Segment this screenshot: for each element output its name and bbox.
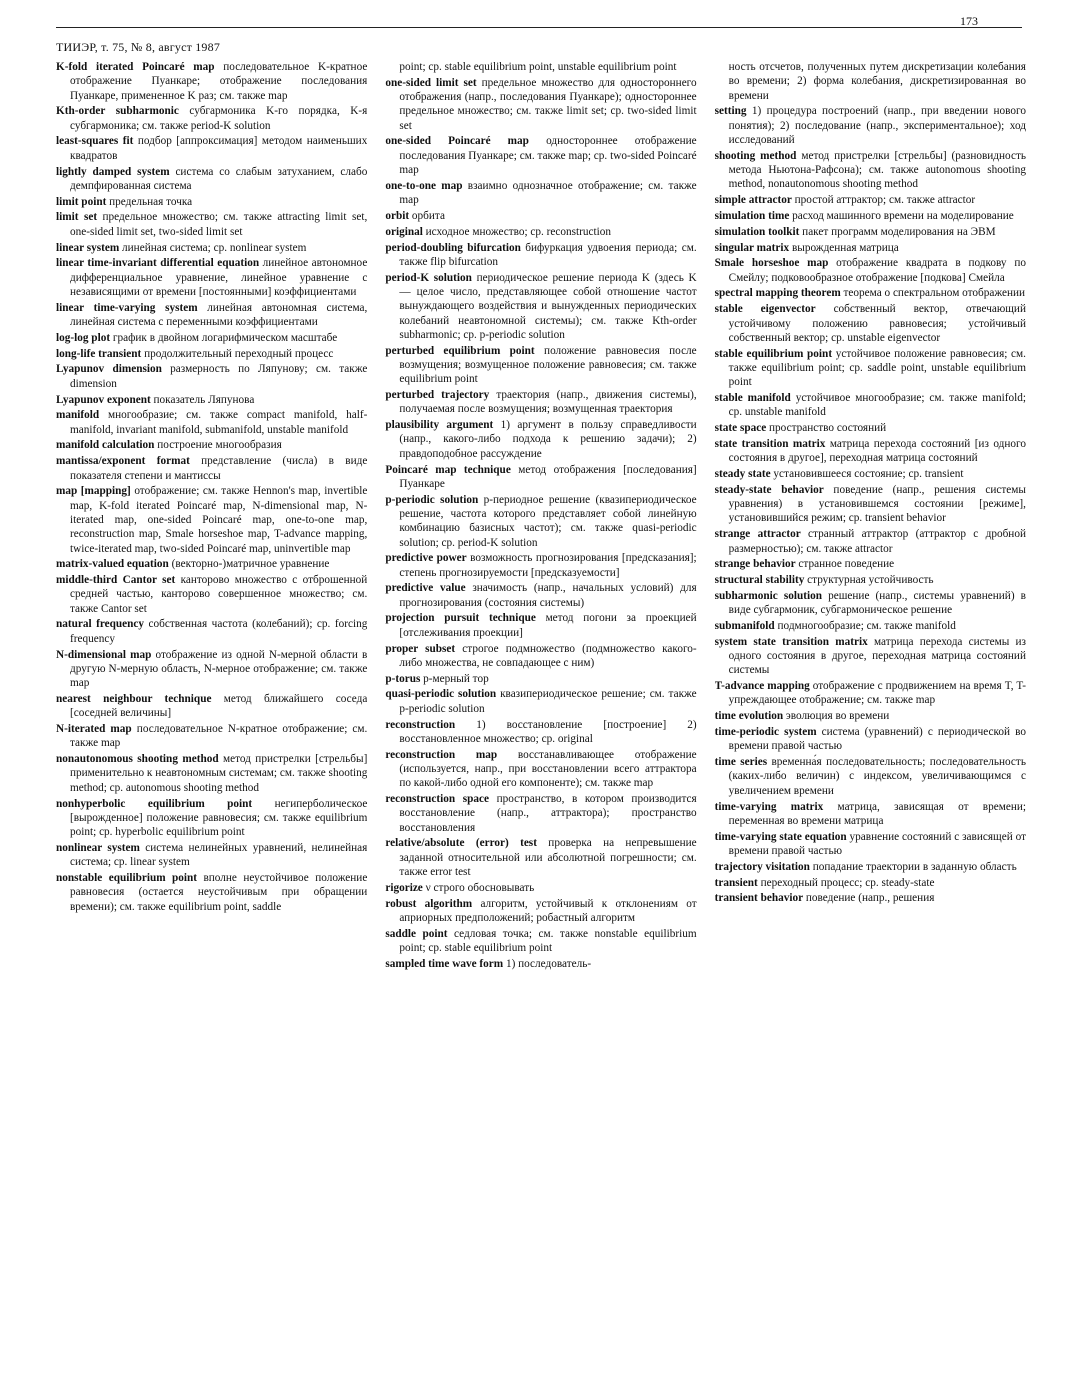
glossary-entry <box>385 581 696 610</box>
entry-definition: орбита <box>411 209 445 222</box>
entry-definition: субгармоника K-го порядка, K-я субгармоника; см. также period-K solution <box>70 105 368 132</box>
entry-definition: простой аттрактор; см. также attractor <box>794 194 976 207</box>
entry-term: stable eigenvector <box>714 303 816 316</box>
entry-definition: восстанавливающее отображение (используется, напр., при восстановлении всего аттрактора по какой-либо одной его компоненте); см. также map <box>399 748 697 790</box>
entry-definition: собственный вектор, отвечающий устойчивому положению равновесия; устойчивый собственный вектор; ср. unstable eigenvector <box>728 303 1026 344</box>
entry-definition: вырожденная матрица <box>791 241 899 254</box>
glossary-entry <box>56 557 367 571</box>
glossary-entry <box>385 881 696 895</box>
glossary-entry <box>715 483 1026 526</box>
entry-term: least-squares fit <box>56 135 134 148</box>
entry-term: perturbed equilibrium point <box>385 344 535 357</box>
entry-definition: проверка на непревышение заданной относительной или абсолютной погрешности; см. также error test <box>399 837 697 879</box>
entry-term: stable manifold <box>714 392 791 405</box>
entry-term: predictive value <box>385 582 466 595</box>
entry-term: reconstruction map <box>385 748 498 761</box>
entry-definition: матрица перехода системы из одного состояния в другое, переходная матрица состояний системы <box>728 635 1026 677</box>
glossary-entry <box>715 391 1026 420</box>
entry-definition: p-периодное решение (квазипериодическое решение, частота которого представляет собой линейную комбинацию базисных частот); см. также quasi-periodic solution; ср. period-K solution <box>399 493 697 549</box>
entry-term: manifold calculation <box>56 439 155 452</box>
glossary-entry <box>715 209 1026 223</box>
entry-term: steady state <box>714 468 771 481</box>
entry-definition: странное поведение <box>798 558 895 571</box>
entry-definition: представление (числа) в виде показателя степени и мантиссы <box>70 455 368 482</box>
entry-definition: график в двойном логарифмическом масштабе <box>112 331 338 344</box>
entry-definition: структурная устойчивость <box>807 574 934 587</box>
entry-definition: p-мерный тор <box>423 672 489 685</box>
entry-term: N-dimensional map <box>56 648 152 661</box>
entry-definition: последовательное N-кратное отображение; см. также map <box>70 723 368 750</box>
entry-definition: канторово множество с отброшенной средней частью, канторово совершенное множество; см. также Cantor set <box>70 574 368 615</box>
entry-term: system state transition matrix <box>714 635 868 648</box>
entry-definition: система нелинейных уравнений, нелинейная система; ср. linear system <box>70 841 368 869</box>
header-rule <box>56 27 1022 28</box>
glossary-entry <box>56 484 367 555</box>
glossary-entry <box>715 302 1026 345</box>
glossary-entry <box>385 551 696 580</box>
glossary-entry <box>56 362 367 391</box>
entry-term: matrix-valued equation <box>56 558 169 571</box>
entry-definition: подмногообразие; см. также manifold <box>777 619 956 632</box>
entry-term: structural stability <box>714 574 805 587</box>
glossary-entry <box>715 60 1026 103</box>
glossary-entry <box>56 454 367 483</box>
entry-definition: переходный процесс; ср. steady-state <box>760 876 935 889</box>
entry-term: projection pursuit technique <box>385 612 536 625</box>
glossary-entry <box>715 527 1026 556</box>
entry-term: setting <box>714 105 747 118</box>
entry-term: limit set <box>56 211 98 224</box>
glossary-entry <box>715 467 1026 481</box>
glossary-entry <box>385 344 696 387</box>
entry-definition: матрица, зависящая от времени; переменная во времени матрица <box>728 800 1026 827</box>
entry-term: steady-state behavior <box>714 483 824 496</box>
glossary-entry <box>715 573 1026 587</box>
glossary-entry <box>385 672 696 686</box>
glossary-entry <box>385 897 696 926</box>
entry-definition: решение (напр., системы уравнений) в виде субгармоник, субгармоническое решение <box>728 589 1026 617</box>
glossary-entry <box>56 648 367 691</box>
glossary-entry <box>715 347 1026 390</box>
entry-definition: 1) восстановление [построение] 2) восстановленное множество; ср. original <box>399 718 697 745</box>
page-number: 173 <box>960 14 978 28</box>
entry-definition: предельная точка <box>109 195 193 208</box>
entry-definition: 1) последователь- <box>505 957 592 970</box>
glossary-entry <box>385 463 696 492</box>
entry-term: reconstruction space <box>385 793 489 806</box>
running-head: ТИИЭР, т. 75, № 8, август 1987 <box>56 40 221 54</box>
entry-definition: отображение с продвижением на время T, T-упреждающее отображение; см. также map <box>728 680 1026 707</box>
entry-term: singular matrix <box>714 241 790 254</box>
entry-definition: собственная частота (колебаний); ср. forcing frequency <box>70 618 368 645</box>
glossary-entry <box>56 692 367 721</box>
entry-definition: пакет программ моделирования на ЭВМ <box>802 225 996 238</box>
entry-term: spectral mapping theorem <box>714 287 841 300</box>
entry-definition: 1) аргумент в пользу справедливости (напр., какого-либо подхода к решению задачи); 2) правдоподобное рассуждение <box>399 419 697 460</box>
entry-definition: негиперболическое [вырожденное] положение равновесия; см. также equilibrium point; ср. hyperbolic equilibrium point <box>70 797 368 839</box>
glossary-entry <box>715 104 1026 147</box>
entry-definition: расход машинного времени на моделирование <box>792 209 1014 222</box>
glossary-entry <box>56 841 367 870</box>
glossary-entry <box>56 301 367 330</box>
entry-term: nearest neighbour technique <box>56 692 212 705</box>
entry-definition: линейная система; ср. nonlinear system <box>122 241 307 254</box>
entry-definition: метод отображения [последования] Пуанкаре <box>399 463 697 490</box>
column-middle <box>385 60 696 1385</box>
glossary-entry <box>385 611 696 640</box>
entry-definition: построение многообразия <box>157 439 282 452</box>
entry-definition: последовательное K-кратное отображение Пуанкаре; отображение последования Пуанкаре, примененное K раз; см. также map <box>70 61 368 102</box>
entry-term: linear system <box>56 241 120 254</box>
entry-term: Lyapunov dimension <box>56 363 162 376</box>
glossary-entry <box>385 209 696 223</box>
entry-definition: квазипериодическое решение; см. также p-periodic solution <box>399 688 697 715</box>
entry-definition: point; ср. stable equilibrium point, unstable equilibrium point <box>399 61 677 73</box>
glossary-entry <box>715 193 1026 207</box>
glossary-entry <box>385 179 696 208</box>
glossary-entry <box>56 165 367 194</box>
entry-term: transient behavior <box>714 892 804 905</box>
glossary-entry <box>385 60 696 74</box>
entry-term: state space <box>714 422 767 435</box>
glossary-entry <box>715 860 1026 874</box>
glossary-entry <box>56 438 367 452</box>
entry-term: predictive power <box>385 552 467 565</box>
glossary-entry <box>385 642 696 671</box>
entry-definition: временна́я последовательность; последовательность (каких-либо величин) с индексом, увеличивающимся с увеличением времени <box>728 756 1026 797</box>
entry-term: nonhyperbolic equilibrium point <box>56 797 253 810</box>
glossary-entry <box>56 60 367 103</box>
glossary-entry <box>385 241 696 270</box>
entry-term: lightly damped system <box>56 165 170 178</box>
entry-definition: пространство состояний <box>769 422 887 435</box>
entry-definition: поведение (напр., решения системы уравнения) в установившемся состоянии [режиме], установившийся режим; ср. transient behavior <box>728 483 1026 525</box>
entry-definition: отображение; см. также Hennon's map, invertible map, K-fold iterated Poincaré map, N-dimensional map, N-iterated map, one-sided Poincaré map, one-to-one map, reconstruction map, Smale horseshoe map, T-advance mapping, twice-iterated map, two-sided Poincaré map, uninvertible map <box>70 485 368 555</box>
entry-definition: показатель Ляпунова <box>153 393 255 406</box>
glossary-entry <box>56 104 367 133</box>
entry-definition: траектория (напр., движения системы), получаемая после возмущения; возмущенная траектория <box>399 389 697 416</box>
glossary-columns <box>56 60 1026 1385</box>
glossary-entry <box>385 134 696 177</box>
entry-term: original <box>385 225 423 238</box>
entry-term: time evolution <box>714 710 784 723</box>
glossary-entry <box>715 709 1026 723</box>
entry-definition: ность отсчетов, полученных путем дискретизации колебания во времени; 2) форма колебания, дискретизированная во времени <box>728 61 1026 102</box>
entry-term: one-sided Poincaré map <box>385 135 529 148</box>
entry-definition: вполне неустойчивое положение равновесия (остается неустойчивым при обращении времени); см. также equilibrium point, saddle <box>70 872 368 913</box>
glossary-entry <box>56 573 367 616</box>
entry-definition: система (уравнений) с периодической во времени правой частью <box>728 726 1026 753</box>
entry-definition: эволюция во времени <box>785 710 890 723</box>
entry-term: state transition matrix <box>714 437 826 450</box>
entry-term: sampled time wave form <box>385 957 504 970</box>
glossary-entry <box>715 421 1026 435</box>
entry-term: perturbed trajectory <box>385 389 490 402</box>
entry-definition: предельное множество для одностороннего отображения (напр., последования Пуанкаре); одностороннее предельное множество; см. также limit set; ср. two-sided limit set <box>399 76 697 132</box>
glossary-entry <box>56 871 367 914</box>
entry-definition: линейная автономная система, линейная система с переменными коэффициентами <box>70 301 368 329</box>
entry-term: trajectory visitation <box>714 860 810 873</box>
entry-definition: устойчивое положение равновесия; см. также equilibrium point; ср. saddle point, unstable equilibrium point <box>728 347 1026 389</box>
entry-definition: 1) процедура построений (напр., при введении нового понятия); 2) последование (напр., экспериментальное); ход исследований <box>728 105 1026 146</box>
entry-term: transient <box>714 876 758 889</box>
entry-definition: отображение из одной N-мерной области в другую N-мерную область, N-мерное отображение; см. также map <box>70 648 368 690</box>
entry-term: p-torus <box>385 672 421 685</box>
entry-term: one-to-one map <box>385 179 463 192</box>
entry-term: long-life transient <box>56 347 142 360</box>
glossary-entry <box>715 149 1026 192</box>
glossary-entry <box>715 891 1026 905</box>
glossary-entry <box>385 225 696 239</box>
glossary-entry <box>715 619 1026 633</box>
glossary-entry <box>385 76 696 133</box>
glossary-entry <box>385 792 696 835</box>
glossary-entry <box>56 134 367 163</box>
entry-term: K-fold iterated Poincaré map <box>56 61 215 73</box>
entry-term: p-periodic solution <box>385 493 479 506</box>
entry-definition: периодическое решение периода K (здесь K — целое число, представляющее собой отношение частот вынуждающего воздействия и вынужденных периодических колебаний неавтономной системы); см. также Kth-order subharmonic; ср. p-periodic solution <box>399 271 697 341</box>
entry-term: time-periodic system <box>714 726 817 739</box>
entry-term: submanifold <box>714 619 775 632</box>
entry-term: manifold <box>56 409 100 422</box>
entry-definition: строгое подмножество (подмножество какого-либо множества, не совпадающее с ним) <box>399 642 697 669</box>
entry-definition: метод пристрелки [стрельбы] (разновидность метода Ньютона-Рафсона); см. также autonomous shooting method, nonautonomous shooting method <box>728 149 1026 191</box>
entry-definition: поведение (напр., решения <box>805 892 935 905</box>
entry-definition: метод погони за проекцией [отслеживания проекции] <box>399 612 697 639</box>
entry-term: time series <box>714 756 768 769</box>
entry-definition: значимость (напр., начальных условий) для прогнозирования (состояния системы) <box>399 582 697 609</box>
entry-term: orbit <box>385 209 410 222</box>
glossary-entry <box>56 752 367 795</box>
entry-term: simple attractor <box>714 194 792 207</box>
glossary-entry <box>385 271 696 342</box>
entry-term: middle-third Cantor set <box>56 574 176 587</box>
entry-term: mantissa/exponent format <box>56 455 190 468</box>
entry-term: reconstruction <box>385 718 456 731</box>
glossary-entry <box>715 241 1026 255</box>
entry-definition: матрица перехода состояний [из одного состояния в другое], переходная матрица состояний <box>728 437 1026 465</box>
glossary-entry <box>385 388 696 417</box>
entry-term: nonautonomous shooting method <box>56 753 219 766</box>
glossary-entry <box>56 393 367 407</box>
entry-term: period-doubling bifurcation <box>385 241 521 254</box>
entry-definition: теорема о спектральном отображении <box>843 287 1026 300</box>
entry-term: Poincaré map technique <box>385 463 511 476</box>
glossary-entry <box>715 557 1026 571</box>
entry-term: nonlinear system <box>56 841 140 854</box>
entry-definition: исходное множество; ср. reconstruction <box>425 225 612 238</box>
glossary-entry <box>56 722 367 751</box>
glossary-entry <box>715 437 1026 466</box>
glossary-entry <box>385 493 696 550</box>
entry-term: period-K solution <box>385 271 472 284</box>
entry-term: natural frequency <box>56 618 145 631</box>
entry-term: rigorize <box>385 881 423 894</box>
entry-definition: установившееся состояние; ср. transient <box>773 468 964 481</box>
glossary-entry <box>385 748 696 791</box>
entry-term: time-varying state equation <box>714 830 847 843</box>
entry-definition: линейное автономное дифференциальное уравнение, линейное уравнение с независящими от времени [постоянными] коэффициентами <box>70 257 368 298</box>
glossary-entry <box>715 635 1026 678</box>
entry-term: T-advance mapping <box>714 680 810 693</box>
entry-term: shooting method <box>714 149 797 162</box>
entry-term: proper subset <box>385 642 456 655</box>
entry-term: saddle point <box>385 927 448 940</box>
glossary-entry <box>56 617 367 646</box>
entry-definition: возможность прогнозирования [предсказания]; степень прогнозируемости [предсказуемости] <box>399 552 697 579</box>
entry-definition: (векторно-)матричное уравнение <box>171 558 330 571</box>
entry-definition: седловая точка; см. также nonstable equilibrium point; ср. stable equilibrium point <box>399 927 697 955</box>
glossary-entry <box>56 797 367 840</box>
glossary-entry <box>56 241 367 255</box>
entry-definition: метод ближайшего соседа [соседней величины] <box>70 692 368 720</box>
glossary-entry <box>56 210 367 239</box>
entry-definition: одностороннее отображение последования Пуанкаре; см. также map; ср. two-sided Poincaré map <box>399 135 697 177</box>
glossary-entry <box>385 957 696 971</box>
column-right <box>715 60 1026 1385</box>
entry-term: subharmonic solution <box>714 589 823 602</box>
entry-term: Kth-order subharmonic <box>56 105 179 118</box>
entry-definition: многообразие; см. также compact manifold, half-manifold, invariant manifold, submanifold, unstable manifold <box>70 409 368 436</box>
glossary-entry <box>715 755 1026 798</box>
entry-definition: ν строго обосновывать <box>425 881 535 894</box>
entry-definition: странный аттрактор (аттрактор с дробной размерностью); см. также attractor <box>728 528 1026 555</box>
entry-definition: продолжительный переходный процесс <box>144 347 334 360</box>
glossary-entry <box>715 225 1026 239</box>
glossary-entry <box>56 408 367 437</box>
entry-term: stable equilibrium point <box>714 347 833 360</box>
entry-term: limit point <box>56 195 107 208</box>
glossary-entry <box>385 687 696 716</box>
entry-definition: отображение квадрата в подкову по Смейлу; подковообразное отображение [подкова] Смейла <box>728 257 1026 284</box>
entry-term: strange attractor <box>714 528 801 541</box>
glossary-entry <box>715 679 1026 708</box>
entry-term: time-varying matrix <box>714 800 824 813</box>
glossary-entry <box>715 589 1026 618</box>
entry-term: nonstable equilibrium point <box>56 872 198 885</box>
entry-definition: взаимно однозначное отображение; см. также map <box>399 179 697 207</box>
entry-definition: алгоритм, устойчивый к отклонениям от априорных предположений; робастный алгоритм <box>399 897 697 924</box>
entry-definition: попадание траектории в заданную область <box>812 860 1017 873</box>
entry-term: linear time-invariant differential equation <box>56 257 260 270</box>
entry-term: simulation time <box>714 209 790 222</box>
entry-term: quasi-periodic solution <box>385 688 497 701</box>
entry-term: simulation toolkit <box>714 225 800 238</box>
entry-term: Smale horseshoe map <box>714 257 829 270</box>
glossary-entry <box>715 286 1026 300</box>
glossary-entry <box>385 927 696 956</box>
entry-term: log-log plot <box>56 331 111 344</box>
entry-definition: подбор [аппроксимация] методом наименьших квадратов <box>70 135 368 162</box>
entry-definition: пространство, в котором производится восстановление (напр., аттрактора); пространство восстановления <box>399 793 697 834</box>
entry-definition: устойчивое многообразие; см. также manifold; ср. unstable manifold <box>728 392 1026 419</box>
glossary-entry <box>715 725 1026 754</box>
entry-definition: система со слабым затуханием, слабо демпфированная система <box>70 165 368 192</box>
entry-term: one-sided limit set <box>385 76 477 89</box>
entry-definition: положение равновесия после возмущения; возмущенное положение равновесия; см. также equilibrium point <box>399 344 697 386</box>
entry-definition: предельное множество; см. также attracting limit set, one-sided limit set, two-sided limit set <box>70 211 368 238</box>
glossary-entry <box>715 876 1026 890</box>
entry-term: Lyapunov exponent <box>56 393 151 406</box>
entry-term: linear time-varying system <box>56 301 198 314</box>
glossary-entry <box>715 830 1026 859</box>
entry-term: N-iterated map <box>56 723 132 736</box>
entry-term: robust algorithm <box>385 897 473 910</box>
entry-term: relative/absolute (error) test <box>385 837 537 850</box>
glossary-entry <box>385 718 696 747</box>
glossary-entry <box>56 331 367 345</box>
glossary-entry <box>56 195 367 209</box>
column-left <box>56 60 367 1385</box>
glossary-entry <box>56 256 367 299</box>
entry-definition: бифуркация удвоения периода; см. также flip bifurcation <box>399 241 697 268</box>
glossary-entry <box>715 800 1026 829</box>
entry-term: strange behavior <box>714 558 796 571</box>
entry-definition: размерность по Ляпунову; см. также dimension <box>70 363 368 390</box>
entry-definition: метод пристрелки [стрельбы] применительно к неавтономным системам; см. также shooting method; ср. autonomous shooting method <box>70 753 368 794</box>
entry-definition: уравнение состояний с зависящей от времени правой частью <box>728 830 1026 857</box>
glossary-entry <box>385 836 696 879</box>
glossary-entry <box>56 347 367 361</box>
entry-term: map [mapping] <box>56 485 131 498</box>
glossary-entry <box>715 256 1026 285</box>
glossary-entry <box>385 418 696 461</box>
entry-term: plausibility argument <box>385 419 494 432</box>
